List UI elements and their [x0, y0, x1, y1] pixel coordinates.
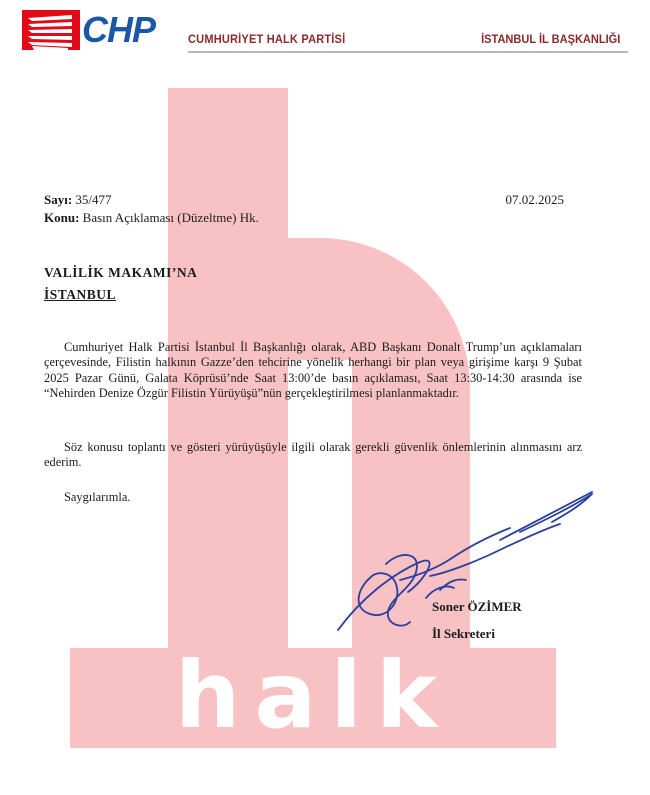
logo-wordmark: CHP	[82, 9, 156, 50]
body-paragraph-1: Cumhuriyet Halk Partisi İstanbul İl Başkanlığı olarak, ABD Başkanı Donalt Trump’un açıklamaları çerçevesinde, Filistin halkının Gazze’den tehcirine yönelik herhangi bir plan veya girişime karşı 9 Şubat 2025 Pazar Günü, Galata Köprüsü’nde Saat 13:00’de basın açıklaması, Saat 13:30-14:30 arasında ise “Nehirden Denize Özgür Filistin Yürüyüşü”nün gerçekleştirilmesi planlanmaktadır.	[44, 340, 582, 401]
header-divider	[188, 51, 628, 53]
signer-title: İl Sekreteri	[432, 626, 495, 641]
document-number	[44, 192, 112, 208]
subject-label: Konu:	[44, 210, 80, 225]
addressee-line-2: İSTANBUL	[44, 287, 117, 302]
body-paragraph-2: Söz konusu toplantı ve gösteri yürüyüşüyle ilgili olarak gerekli güvenlik önlemlerinin alınmasını arz ederim.	[44, 440, 582, 470]
six-arrows-icon	[22, 10, 80, 50]
party-name: CUMHURİYET HALK PARTİSİ	[188, 32, 346, 46]
document-date: 07.02.2025	[505, 192, 564, 207]
closing-line: Saygılarımla.	[64, 490, 131, 504]
signer-name: Soner ÖZİMER	[432, 599, 522, 614]
addressee-line-1: VALİLİK MAKAMI’NA	[44, 265, 198, 280]
watermark-text: halk	[174, 642, 452, 749]
letterhead	[22, 10, 628, 52]
number-value: 35/477	[75, 192, 112, 207]
handwritten-signature	[330, 480, 600, 650]
chp-logo	[22, 10, 170, 50]
subject-value: Basın Açıklaması (Düzeltme) Hk.	[82, 210, 259, 225]
office-name: İSTANBUL İL BAŞKANLIĞI	[480, 32, 620, 46]
document-subject	[44, 210, 259, 226]
number-label: Sayı:	[44, 192, 73, 207]
